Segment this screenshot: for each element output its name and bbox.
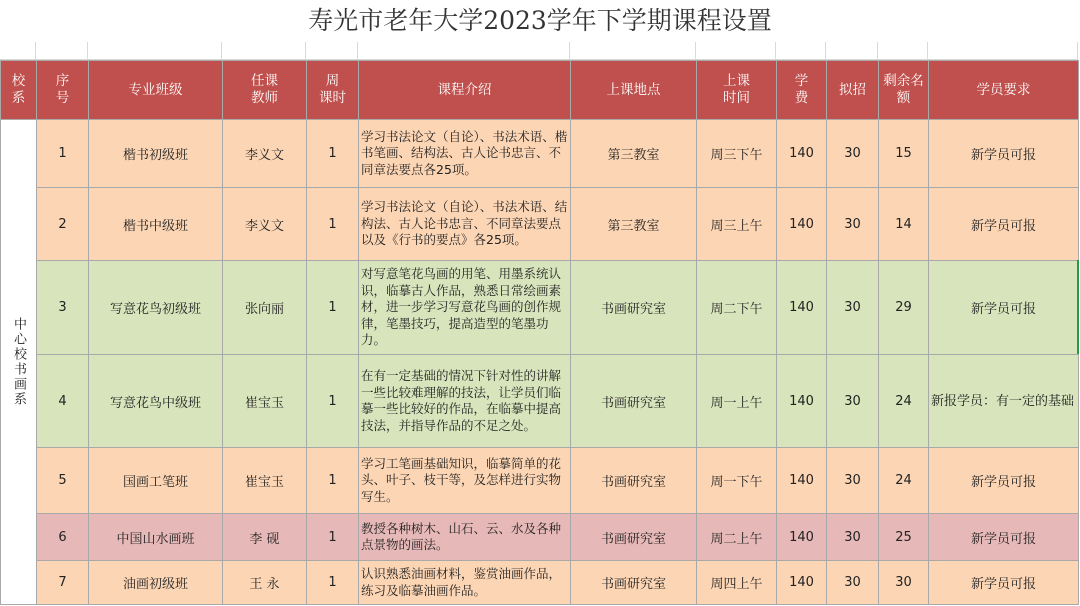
spacer-cell xyxy=(88,42,222,60)
cell-remain: 24 xyxy=(879,448,929,514)
spacer-cell xyxy=(0,42,36,60)
cell-class: 楷书中级班 xyxy=(89,188,223,261)
header-remain: 剩余名 额 xyxy=(879,61,929,120)
cell-plan: 30 xyxy=(827,448,879,514)
cell-fee: 140 xyxy=(777,188,827,261)
cell-intro: 对写意笔花鸟画的用笔、用墨系统认识，临摹古人作品，熟悉日常绘画素材，进一步学习写意花鸟画的创作规律，笔墨技巧，提高造型的笔墨功力。 xyxy=(359,261,571,355)
header-row xyxy=(1,61,1079,120)
cell-no: 2 xyxy=(37,188,89,261)
table-row xyxy=(1,355,1079,448)
cell-time: 周一下午 xyxy=(697,448,777,514)
cell-class: 楷书初级班 xyxy=(89,120,223,188)
cell-req: 新学员可报 xyxy=(929,448,1079,514)
cell-hours: 1 xyxy=(307,355,359,448)
cell-req: 新学员可报 xyxy=(929,514,1079,561)
cell-remain: 25 xyxy=(879,514,929,561)
header-hours: 周 课时 xyxy=(307,61,359,120)
cell-no: 7 xyxy=(37,561,89,605)
spacer-cell xyxy=(358,42,570,60)
selection-edge xyxy=(1077,260,1079,354)
cell-teacher: 李义文 xyxy=(223,188,307,261)
spacer-cell xyxy=(928,42,1078,60)
spacer-cell xyxy=(306,42,358,60)
cell-fee: 140 xyxy=(777,120,827,188)
cell-remain: 14 xyxy=(879,188,929,261)
cell-no: 4 xyxy=(37,355,89,448)
cell-teacher: 崔宝玉 xyxy=(223,355,307,448)
page-title: 寿光市老年大学2023学年下学期课程设置 xyxy=(308,6,772,35)
cell-no: 6 xyxy=(37,514,89,561)
cell-teacher: 李义文 xyxy=(223,120,307,188)
cell-hours: 1 xyxy=(307,188,359,261)
spacer-cell xyxy=(776,42,826,60)
cell-class: 写意花鸟初级班 xyxy=(89,261,223,355)
table-row xyxy=(1,514,1079,561)
header-teacher: 任课 教师 xyxy=(223,61,307,120)
header-dept: 校 系 xyxy=(1,61,37,120)
cell-class: 油画初级班 xyxy=(89,561,223,605)
cell-location: 书画研究室 xyxy=(571,514,697,561)
spacer-cell xyxy=(696,42,776,60)
cell-hours: 1 xyxy=(307,514,359,561)
cell-no: 1 xyxy=(37,120,89,188)
cell-plan: 30 xyxy=(827,261,879,355)
cell-no: 5 xyxy=(37,448,89,514)
cell-remain: 15 xyxy=(879,120,929,188)
cell-no: 3 xyxy=(37,261,89,355)
cell-intro: 学习书法论文（自论）、书法术语、结构法、古人论书忠言、不同章法要点以及《行书的要点》各25项。 xyxy=(359,188,571,261)
cell-location: 第三教室 xyxy=(571,188,697,261)
table-row xyxy=(1,448,1079,514)
cell-hours: 1 xyxy=(307,448,359,514)
cell-plan: 30 xyxy=(827,561,879,605)
cell-teacher: 王 永 xyxy=(223,561,307,605)
cell-time: 周二上午 xyxy=(697,514,777,561)
header-time: 上课 时间 xyxy=(697,61,777,120)
cell-fee: 140 xyxy=(777,514,827,561)
header-no: 序 号 xyxy=(37,61,89,120)
header-req: 学员要求 xyxy=(929,61,1079,120)
cell-plan: 30 xyxy=(827,188,879,261)
cell-intro: 教授各种树木、山石、云、水及各种点景物的画法。 xyxy=(359,514,571,561)
cell-intro: 学习工笔画基础知识，临摹简单的花头、叶子、枝干等，及怎样进行实物写生。 xyxy=(359,448,571,514)
spacer-cell xyxy=(36,42,88,60)
cell-class: 中国山水画班 xyxy=(89,514,223,561)
header-class: 专业班级 xyxy=(89,61,223,120)
cell-location: 书画研究室 xyxy=(571,355,697,448)
cell-fee: 140 xyxy=(777,448,827,514)
cell-teacher: 李 砚 xyxy=(223,514,307,561)
cell-req: 新学员可报 xyxy=(929,561,1079,605)
spacer-cell xyxy=(570,42,696,60)
cell-intro: 学习书法论文（自论）、书法术语、楷书笔画、结构法、古人论书忠言、不同章法要点各25项。 xyxy=(359,120,571,188)
cell-plan: 30 xyxy=(827,120,879,188)
course-table xyxy=(0,60,1079,605)
table-row xyxy=(1,188,1079,261)
cell-teacher: 崔宝玉 xyxy=(223,448,307,514)
spacer-row xyxy=(0,42,1080,60)
spacer-cell xyxy=(222,42,306,60)
cell-req: 新学员可报 xyxy=(929,261,1079,355)
cell-req: 新报学员：有一定的基础 xyxy=(929,355,1079,448)
header-fee: 学 费 xyxy=(777,61,827,120)
header-intro: 课程介绍 xyxy=(359,61,571,120)
cell-req: 新学员可报 xyxy=(929,120,1079,188)
cell-location: 书画研究室 xyxy=(571,448,697,514)
table-row xyxy=(1,261,1079,355)
table-row xyxy=(1,561,1079,605)
cell-hours: 1 xyxy=(307,261,359,355)
cell-fee: 140 xyxy=(777,561,827,605)
cell-fee: 140 xyxy=(777,261,827,355)
cell-remain: 30 xyxy=(879,561,929,605)
spacer-cell xyxy=(878,42,928,60)
cell-class: 国画工笔班 xyxy=(89,448,223,514)
header-location: 上课地点 xyxy=(571,61,697,120)
cell-location: 书画研究室 xyxy=(571,261,697,355)
cell-intro: 在有一定基础的情况下针对性的讲解一些比较难理解的技法，让学员们临摹一些比较好的作品，在临摹中提高技法，并指导作品的不足之处。 xyxy=(359,355,571,448)
table-row xyxy=(1,120,1079,188)
cell-plan: 30 xyxy=(827,514,879,561)
cell-time: 周四上午 xyxy=(697,561,777,605)
cell-remain: 29 xyxy=(879,261,929,355)
cell-teacher: 张向丽 xyxy=(223,261,307,355)
cell-hours: 1 xyxy=(307,120,359,188)
cell-plan: 30 xyxy=(827,355,879,448)
cell-intro: 认识熟悉油画材料，鉴赏油画作品，练习及临摹油画作品。 xyxy=(359,561,571,605)
cell-req: 新学员可报 xyxy=(929,188,1079,261)
cell-time: 周一上午 xyxy=(697,355,777,448)
cell-location: 第三教室 xyxy=(571,120,697,188)
cell-time: 周二下午 xyxy=(697,261,777,355)
cell-fee: 140 xyxy=(777,355,827,448)
cell-time: 周三上午 xyxy=(697,188,777,261)
header-plan: 拟招 xyxy=(827,61,879,120)
cell-remain: 24 xyxy=(879,355,929,448)
cell-hours: 1 xyxy=(307,561,359,605)
cell-location: 书画研究室 xyxy=(571,561,697,605)
cell-class: 写意花鸟中级班 xyxy=(89,355,223,448)
cell-time: 周三下午 xyxy=(697,120,777,188)
spacer-cell xyxy=(826,42,878,60)
department-cell: 中心校书画系 xyxy=(1,120,37,605)
